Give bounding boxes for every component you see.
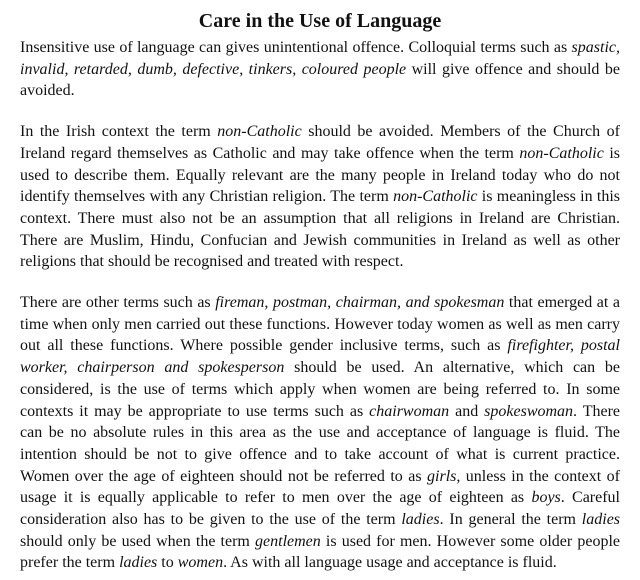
text-run: will give offence and should be avoided. [20,60,621,100]
text-run: to [157,554,178,572]
italic-term: ladies [401,511,440,529]
italic-term: non-Catholic [217,123,302,141]
italic-term: ladies [119,554,158,572]
text-run: . There can be no absolute rules in this area as the use and acceptance of language is fluid. The intention should be not to give offence and to take account of what is current practice. Women over the age of eighteen should not be referred to as [20,402,621,485]
italic-term: non-Catholic [519,144,604,162]
text-run: is meaningless in this context. There must also not be an assumption that all religions in Ireland are Christian. There are Muslim, Hindu, Confucian and Jewish communities in Ireland as well as other religions that should be recognised and treated with respect. [20,188,621,271]
text-run: . Careful consideration also has to be given to the use of the term [20,489,621,529]
text-run: Insensitive use of language can gives unintentional offence. Colloquial terms such as [20,39,572,56]
paragraph-gender-terms [20,292,620,574]
text-run: that emerged at a time when only men carried out these functions. However today women as well as men carry out all these functions. Where possible gender inclusive terms, such as [20,294,621,355]
italic-term: ladies [581,511,621,529]
text-run: should be avoided. Members of the Church of Ireland regard themselves as Catholic and may take offence when the term [20,123,620,162]
text-run: should only be used when the term [20,532,256,550]
italic-term: spastic, invalid, retarded, dumb, defective, tinkers, coloured people [20,39,620,78]
italic-term: fireman, postman, chairman, and spokesman [215,294,505,312]
paragraph-offensive-terms [20,37,620,102]
paragraph-non-catholic [20,121,620,273]
italic-term: non-Catholic [393,188,478,206]
italic-term: spokeswoman [484,402,574,420]
text-run: There are other terms such as [20,294,216,312]
italic-term: boys [531,489,561,507]
italic-term: firefighter, postal worker, chairperson and spokesperson [20,337,620,377]
text-run: In the Irish context the term [20,123,218,141]
text-run: and [449,402,485,420]
text-run: is used to describe them. Equally relevant are the many people in Ireland today who do not identify themselves with any Christian religion. The term [20,144,621,206]
text-run: . In general the term [439,511,582,529]
italic-term: women [177,554,224,572]
document-title: Care in the Use of Language [198,10,442,32]
text-run: should be used. An alternative, which can be considered, is the use of terms which apply when women are being referred to. In some contexts it may be appropriate to use terms such as [20,359,621,420]
text-run: is used for men. However some older people prefer the term [20,532,621,572]
italic-term: girls, [427,467,461,485]
italic-term: gentlemen [255,532,321,550]
italic-term: chairwoman [369,402,450,420]
text-run: . As with all language usage and acceptance is fluid. [223,554,557,572]
text-run: unless in the context of usage it is equally applicable to refer to men over the age of eighteen as [20,467,620,507]
